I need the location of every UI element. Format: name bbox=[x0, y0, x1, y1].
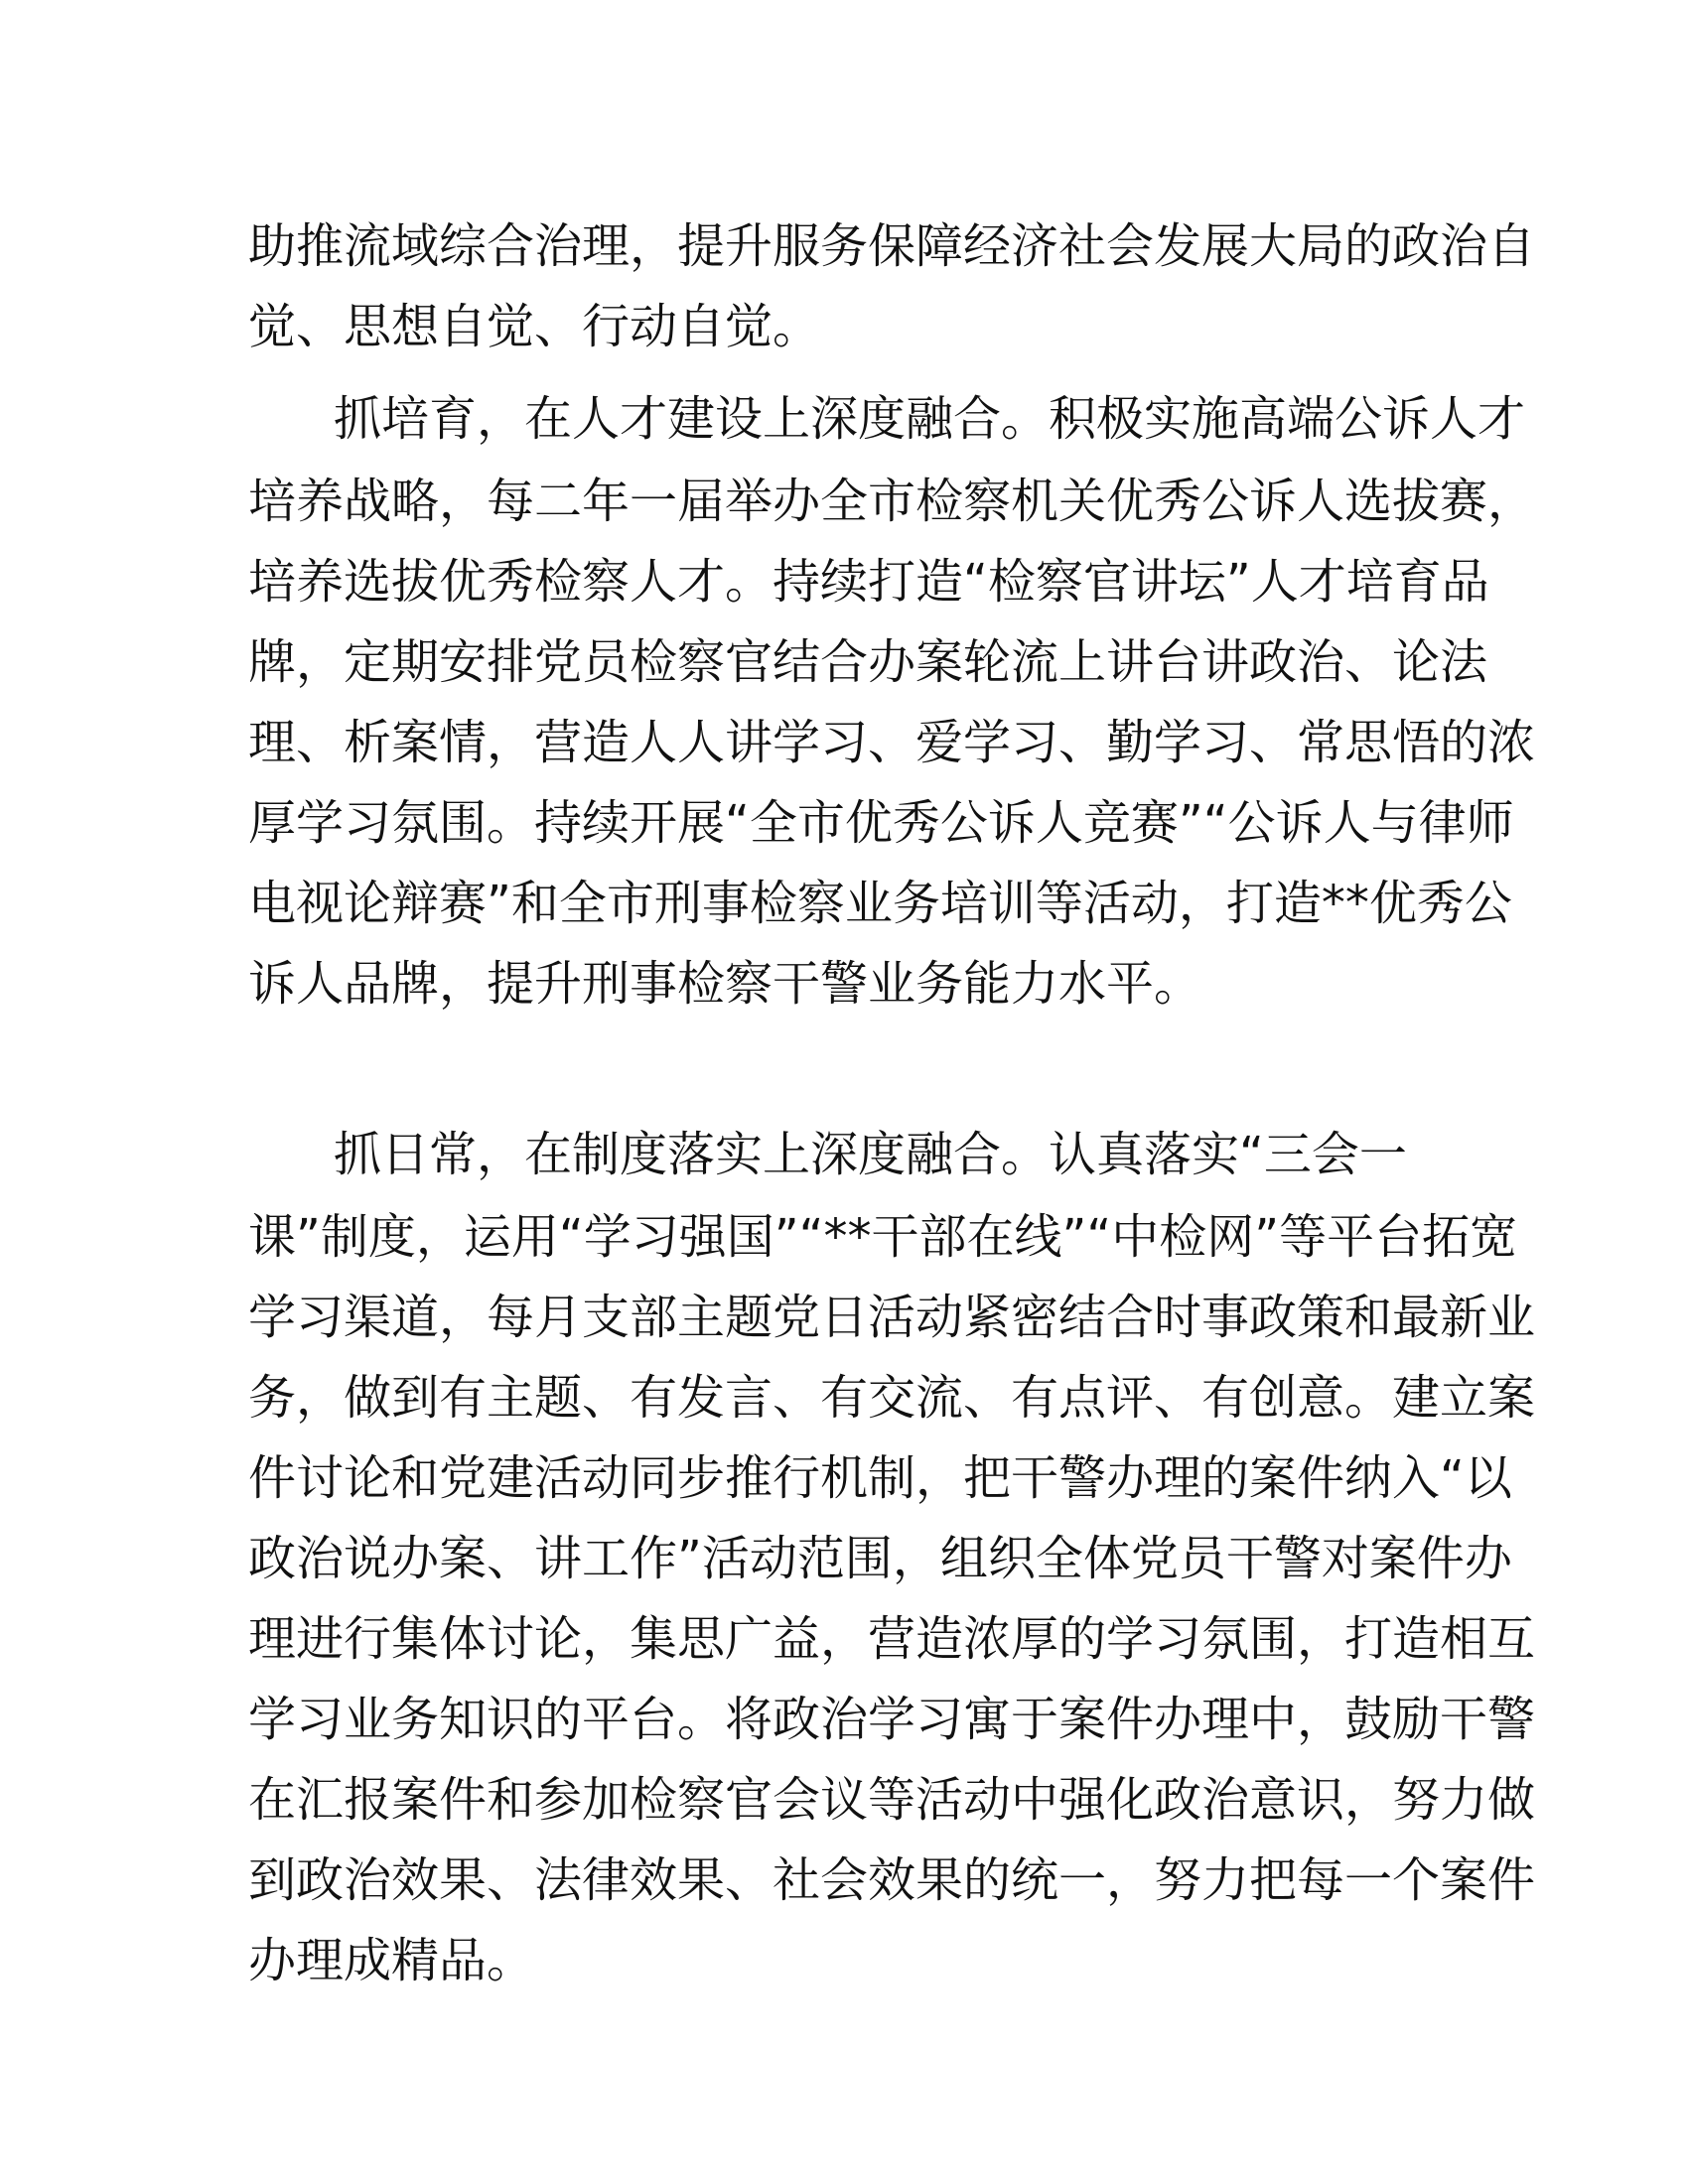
paragraph-3-line-11: 办理成精品。 bbox=[248, 1933, 535, 1988]
paragraph-3-line-8: 学习业务知识的平台。将政治学习寓于案件办理中，鼓励干警 bbox=[248, 1692, 1536, 1747]
paragraph-3-line-3: 学习渠道，每月支部主题党日活动紧密结合时事政策和最新业 bbox=[248, 1290, 1536, 1345]
paragraph-3-line-10: 到政治效果、法律效果、社会效果的统一，努力把每一个案件 bbox=[248, 1852, 1536, 1908]
paragraph-1-line-1: 助推流域综合治理，提升服务保障经济社会发展大局的政治自 bbox=[248, 218, 1536, 274]
paragraph-3-line-9: 在汇报案件和参加检察官会议等活动中强化政治意识，努力做 bbox=[248, 1772, 1536, 1828]
paragraph-3-line-5: 件讨论和党建活动同步推行机制，把干警办理的案件纳入“以 bbox=[248, 1450, 1512, 1506]
paragraph-2-line-8: 诉人品牌，提升刑事检察干警业务能力水平。 bbox=[248, 956, 1202, 1012]
paragraph-3-line-1: 抓日常，在制度落实上深度融合。认真落实“三会一 bbox=[334, 1127, 1407, 1182]
paragraph-1-line-2: 觉、思想自觉、行动自觉。 bbox=[248, 299, 821, 354]
paragraph-3-line-7: 理进行集体讨论，集思广益，营造浓厚的学习氛围，打造相互 bbox=[248, 1611, 1536, 1667]
paragraph-2-line-3: 培养选拔优秀检察人才。持续打造“检察官讲坛”人才培育品 bbox=[248, 554, 1489, 610]
paragraph-2-line-1: 抓培育，在人才建设上深度融合。积极实施高端公诉人才 bbox=[334, 391, 1526, 447]
paragraph-2-line-5: 理、析案情，营造人人讲学习、爱学习、勤学习、常思悟的浓 bbox=[248, 715, 1536, 770]
paragraph-3-line-4: 务，做到有主题、有发言、有交流、有点评、有创意。建立案 bbox=[248, 1370, 1536, 1426]
paragraph-2-line-2: 培养战略，每二年一届举办全市检察机关优秀公诉人选拔赛， bbox=[248, 474, 1536, 529]
paragraph-2-line-6: 厚学习氛围。持续开展“全市优秀公诉人竞赛”“公诉人与律师 bbox=[248, 795, 1514, 851]
paragraph-3-line-6: 政治说办案、讲工作”活动范围，组织全体党员干警对案件办 bbox=[248, 1531, 1512, 1586]
paragraph-2-line-4: 牌，定期安排党员检察官结合办案轮流上讲台讲政治、论法 bbox=[248, 634, 1488, 690]
paragraph-2-line-7: 电视论辩赛”和全市刑事检察业务培训等活动，打造**优秀公 bbox=[248, 876, 1512, 931]
paragraph-3-line-2: 课”制度，运用“学习强国”“**干部在线”“中检网”等平台拓宽 bbox=[248, 1209, 1518, 1265]
